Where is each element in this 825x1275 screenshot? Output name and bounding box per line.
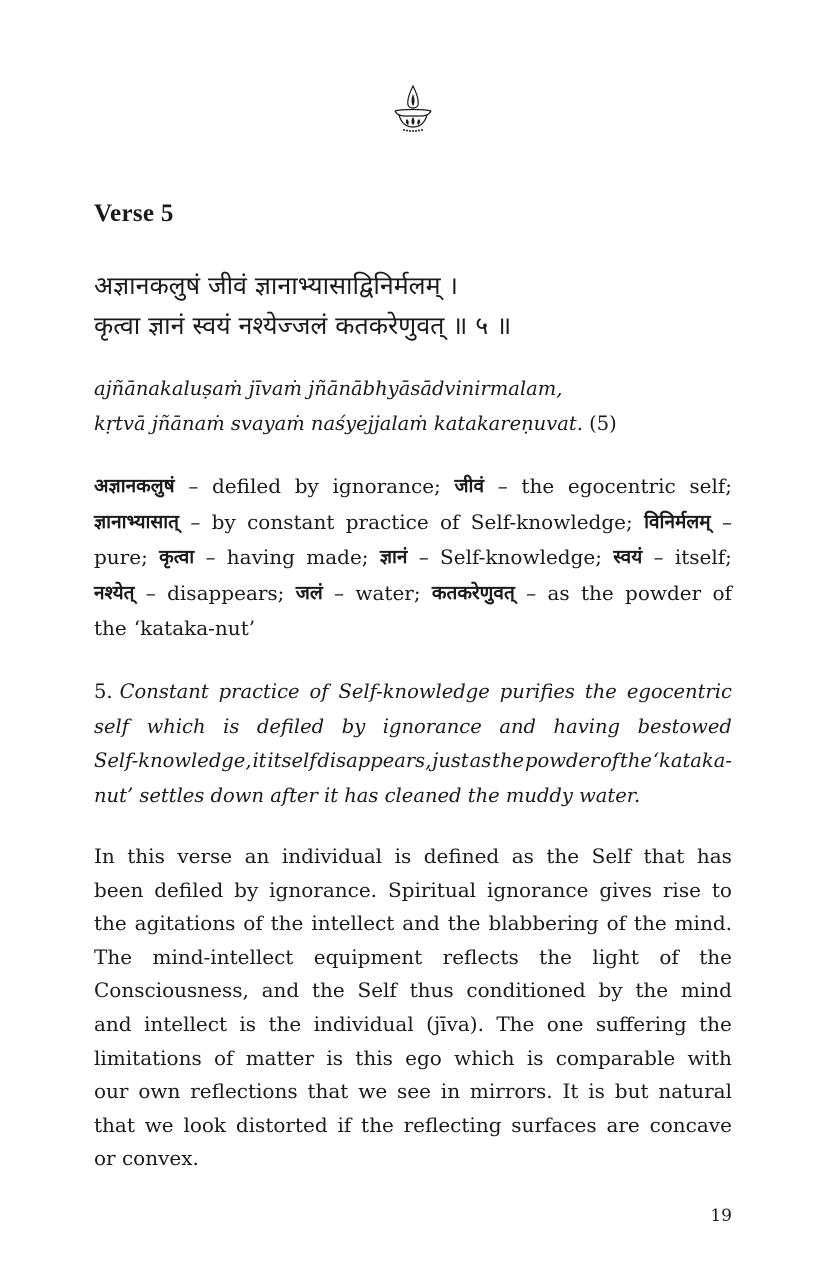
word: Constant (119, 680, 209, 703)
translation-text (120, 675, 732, 710)
word: our (94, 1079, 129, 1104)
word: been (94, 877, 144, 902)
word: thus (409, 978, 454, 1003)
word: Self-knowledge (338, 680, 490, 703)
dash: – (418, 545, 429, 569)
word: The (496, 1011, 535, 1036)
word: and (94, 1011, 132, 1036)
word: defined (423, 844, 500, 868)
word: comparable (555, 1045, 676, 1070)
word: we (358, 1079, 388, 1104)
verse-title: Verse 5 (94, 200, 174, 227)
word: of (309, 680, 329, 703)
dash: – (497, 474, 508, 498)
word: own (138, 1079, 181, 1104)
dash: – (334, 580, 345, 605)
translation-line (94, 710, 732, 745)
word: ignorance (382, 714, 482, 738)
word: powder (524, 749, 600, 772)
word: bestowed (637, 714, 732, 738)
word: the (268, 1011, 302, 1036)
word: the (311, 978, 345, 1003)
word: verse (177, 844, 233, 868)
word: which (146, 714, 206, 738)
meaning-word: made; (306, 545, 369, 569)
dash: – (721, 509, 732, 534)
meaning-word: by (294, 474, 319, 498)
word: that (307, 1079, 349, 1104)
word: distorted (235, 1112, 328, 1137)
meaning-word: self; (689, 474, 732, 498)
word: is (526, 1045, 544, 1070)
word: look (183, 1112, 227, 1137)
word: Self (357, 978, 397, 1003)
word: just (432, 749, 469, 772)
word: reflecting (403, 1112, 502, 1137)
word: itself (267, 749, 317, 772)
word: is (239, 1011, 257, 1036)
word: by (341, 714, 366, 738)
word: rise (662, 877, 701, 902)
word: conditioned (466, 978, 586, 1003)
meaning-word: ‘kataka-nut’ (133, 616, 256, 640)
word: the (633, 911, 667, 936)
word: with (687, 1045, 732, 1070)
word: equipment (313, 944, 423, 969)
word: light (592, 944, 639, 969)
transliteration-line: ajñānakaluṣaṁ jīvaṁ jñānābhyāsādvinirmalam, (94, 377, 563, 400)
word: reflects (442, 944, 519, 969)
meaning-word: Self-knowledge; (470, 509, 633, 534)
word: the (492, 749, 525, 772)
meaning-word: powder (625, 580, 702, 605)
word: the (539, 944, 572, 969)
word: matter (245, 1045, 315, 1070)
word: is (326, 1045, 344, 1070)
word: it (252, 749, 267, 772)
word: In (94, 844, 115, 868)
word: mind-intellect (152, 944, 294, 969)
commentary-line (94, 1008, 732, 1042)
verse-number: (5) (589, 412, 617, 435)
sanskrit-term: कतकरेणुवत् (431, 581, 515, 604)
meaning-word: egocentric (567, 474, 676, 498)
word: mind. (674, 911, 732, 936)
word: (jīva). (426, 1011, 484, 1036)
commentary-line: or convex. (94, 1146, 199, 1171)
word: reflections (190, 1079, 298, 1104)
verse-translation (94, 675, 732, 813)
word: ignorance (486, 877, 589, 902)
word: agitations (134, 911, 236, 936)
word-meaning-line (94, 505, 732, 541)
word: by (598, 978, 623, 1003)
meaning-word: of (440, 509, 460, 534)
word: concave (649, 1112, 732, 1137)
meaning-word: water; (355, 580, 421, 605)
word: ignorance. (269, 877, 378, 902)
word: the (699, 944, 732, 969)
word: disappears, (317, 749, 432, 772)
meaning-word: constant (247, 509, 335, 534)
translation-line: nut’ settles down after it has cleaned the muddy water. (94, 783, 641, 807)
commentary-line (94, 1075, 732, 1109)
translation-line (94, 744, 732, 779)
word: The (94, 944, 133, 969)
word: ‘kataka- (652, 749, 732, 772)
word: and (402, 911, 440, 936)
word: as (511, 844, 534, 868)
word: to (711, 877, 732, 902)
sanskrit-term: नश्येत् (94, 581, 135, 604)
word: is (223, 714, 240, 738)
word: one (546, 1011, 584, 1036)
word: the (699, 1011, 732, 1036)
word: as (469, 749, 492, 772)
meaning-word: of (712, 580, 732, 605)
word-meanings (94, 469, 732, 647)
commentary-line (94, 974, 732, 1008)
word: mind (680, 978, 732, 1003)
word: mirrors. (469, 1079, 553, 1104)
word: and (499, 714, 536, 738)
sanskrit-term: कृत्वा (159, 546, 195, 568)
word: natural (658, 1079, 732, 1104)
word: of (243, 911, 263, 936)
word: purifies (499, 680, 575, 703)
meaning-word: as (547, 580, 570, 605)
word: ego (405, 1045, 442, 1070)
commentary-line (94, 874, 732, 908)
sanskrit-line: कृत्वा ज्ञानं स्वयं नश्येज्जलं कतकरेणुवत् ॥ ५ ॥ (94, 311, 512, 340)
meaning-word: itself; (674, 545, 732, 569)
sanskrit-term: विनिर्मलम् (644, 510, 711, 533)
meaning-word: by (211, 509, 236, 534)
word: the (635, 978, 669, 1003)
word: is (588, 1079, 605, 1104)
word: has (696, 844, 732, 868)
word: self (94, 714, 130, 738)
meaning-word: the (580, 580, 614, 605)
word: suffering (595, 1011, 687, 1036)
commentary-line (94, 1042, 732, 1076)
word: see (397, 1079, 431, 1104)
meaning-word: practice (345, 509, 429, 534)
oil-lamp-icon (391, 84, 435, 136)
word: that (643, 844, 685, 868)
dash: – (188, 474, 199, 498)
word-meaning-line (94, 540, 732, 576)
word: is (394, 844, 412, 868)
word: an (244, 844, 270, 868)
word: defiled (154, 877, 224, 902)
word: the (620, 749, 652, 772)
word: defiled (256, 714, 325, 738)
sanskrit-term: स्वयं (613, 546, 643, 568)
translation-number: 5. (94, 680, 113, 703)
dash: – (205, 545, 216, 569)
commentary-line (94, 840, 732, 874)
word: the (584, 680, 617, 703)
word: of (214, 1045, 234, 1070)
commentary (94, 840, 732, 1176)
word: and (261, 978, 300, 1003)
word: surfaces (511, 1112, 597, 1137)
word: Self-knowledge, (94, 749, 252, 772)
word: if (337, 1112, 352, 1137)
transliteration-line (94, 406, 744, 441)
translation-line (94, 675, 732, 710)
word: blabbering (488, 911, 599, 936)
meaning-word: the (94, 616, 127, 640)
word-meaning-line (94, 611, 732, 647)
word: of (659, 944, 679, 969)
word: Consciousness, (94, 978, 249, 1003)
word: limitations (94, 1045, 202, 1070)
word-meaning-line (94, 469, 732, 505)
meaning-word: having (226, 545, 295, 569)
commentary-line (94, 907, 732, 941)
word: this (127, 844, 165, 868)
word: individual (313, 1011, 414, 1036)
commentary-line (94, 941, 732, 975)
word: egocentric (626, 680, 732, 703)
word: are (606, 1112, 640, 1137)
word: the (270, 911, 304, 936)
word: by (234, 877, 259, 902)
meaning-word: ignorance; (332, 474, 441, 498)
word: in (440, 1079, 461, 1104)
meaning-word: defiled (212, 474, 282, 498)
dash: – (526, 580, 537, 605)
word: this (355, 1045, 393, 1070)
word: the (361, 1112, 394, 1137)
dash: – (145, 580, 156, 605)
sanskrit-line: अज्ञानकलुषं जीवं ज्ञानाभ्यासाद्विनिर्मलम् । (94, 271, 458, 300)
dash: – (190, 509, 201, 534)
word: of (606, 911, 627, 936)
sanskrit-term: अज्ञानकलुषं (94, 475, 175, 497)
meaning-word: Self-knowledge; (440, 545, 602, 569)
word: gives (599, 877, 652, 902)
meaning-word: disappears; (167, 580, 285, 605)
meaning-word: pure; (94, 545, 148, 569)
dash: – (653, 545, 664, 569)
word: we (144, 1112, 174, 1137)
word: the (94, 911, 127, 936)
word: but (614, 1079, 649, 1104)
transliteration (94, 371, 744, 441)
word: Self (591, 844, 631, 868)
word-meaning-line (94, 576, 732, 612)
page-number: 19 (710, 1206, 732, 1226)
word: having (553, 714, 621, 738)
sanskrit-term: ज्ञानाभ्यासात् (94, 510, 180, 533)
word: intellect (311, 911, 395, 936)
word: which (454, 1045, 515, 1070)
word: intellect (143, 1011, 228, 1036)
sanskrit-term: जीवं (454, 475, 485, 497)
sanskrit-term: ज्ञानं (379, 546, 408, 568)
word: the (546, 844, 580, 868)
word: that (94, 1112, 135, 1137)
commentary-line (94, 1109, 732, 1143)
word: Spiritual (387, 877, 477, 902)
transliteration-text: kṛtvā jñānaṁ svayaṁ naśyejjalaṁ katakareṇuvat. (94, 412, 583, 435)
word: practice (218, 680, 300, 703)
word: the (447, 911, 481, 936)
word: of (600, 749, 620, 772)
word: individual (281, 844, 383, 868)
meaning-word: the (521, 474, 555, 498)
sanskrit-verse (94, 266, 744, 346)
sanskrit-term: जलं (295, 581, 323, 604)
word: It (562, 1079, 579, 1104)
